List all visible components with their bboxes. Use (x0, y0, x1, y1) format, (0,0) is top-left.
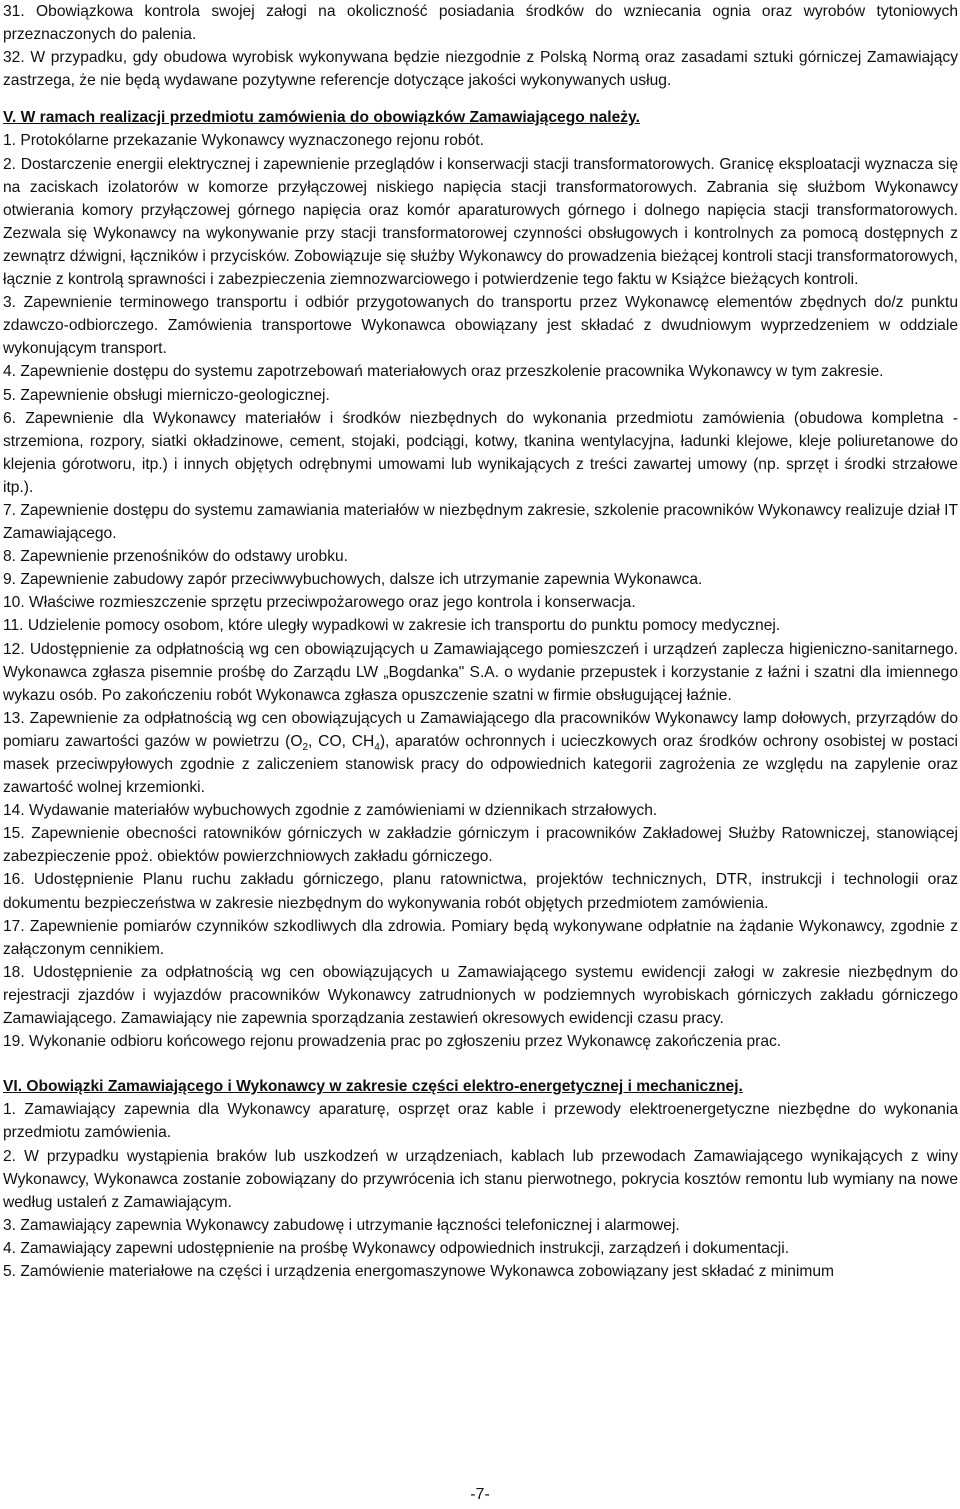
section-v-item-4: 4. Zapewnienie dostępu do systemu zapotrzebowań materiałowych oraz przeszkolenie pracownika Wykonawcy w tym zakresie. (3, 363, 884, 381)
section-v-item-9: 9. Zapewnienie zabudowy zapór przeciwwybuchowych, dalsze ich utrzymanie zapewnia Wykonawca. (3, 571, 703, 589)
paragraph-31: 31. Obowiązkowa kontrola swojej załogi na okoliczność posiadania środków do wzniecania ognia oraz wyrobów tytoniowych przeznaczonych do palenia. (3, 3, 958, 44)
section-v-item-3: 3. Zapewnienie terminowego transportu i odbiór przygotowanych do transportu przez Wykonawcę elementów zbędnych do/z punktu zdawczo-odbiorczego. Zamówienia transportowe Wykonawca obowiązany jest składać z dwudniowym wyprzedzeniem w oddziale wykonującym transport. (3, 294, 958, 358)
section-v-item-7: 7. Zapewnienie dostępu do systemu zamawiania materiałów w niezbędnym zakresie, szkolenie pracowników Wykonawcy realizuje dział IT Zamawiającego. (3, 501, 958, 543)
section-v-item-11: 11. Udzielenie pomocy osobom, które uległy wypadkowi w zakresie ich transportu do punktu pomocy medycznej. (3, 617, 781, 635)
section-v-heading: V. W ramach realizacji przedmiotu zamówienia do obowiązków Zamawiającego należy. (3, 109, 640, 127)
o2-subscript: 2 (302, 742, 309, 754)
section-v-item-13 (3, 707, 958, 799)
section-vi-item-1: 1. Zamawiający zapewnia dla Wykonawcy aparaturę, osprzęt oraz kable i przewody elektroenergetyczne niezbędne do wykonania przedmiotu zamówienia. (3, 1101, 958, 1142)
section-v-item-16: 16. Udostępnienie Planu ruchu zakładu górniczego, planu ratownictwa, projektów technicznych, DTR, instrukcji i technologii oraz dokumentu bezpieczeństwa w zakresie niezbędnym do wykonywania robót objętych przedmiotem zamówienia. (3, 871, 958, 912)
page-number: -7- (470, 1486, 490, 1503)
section-v-item-6: 6. Zapewnienie dla Wykonawcy materiałów i środków niezbędnych do wykonania przedmiotu zamówienia (obudowa kompletna - strzemiona, rozpory, siatki okładzinowe, cement, stojaki, podciągi, kotwy, tkanina wentylacyjna, ładunki klejowe, kleje poliuretanowe do klejenia górotworu, itp.) i innych objętych odrębnymi umowami lub wynikających z treści zawartej umowy (np. sprzęt i środki strzałowe itp.). (3, 409, 958, 496)
section-gap (3, 92, 958, 106)
paragraph-32: 32. W przypadku, gdy obudowa wyrobisk wykonywana będzie niezgodnie z Polską Normą oraz zasadami sztuki górniczej Zamawiający zastrzega, że nie będą wydawane pozytywne referencje dotyczące jakości wykonywanych usług. (3, 49, 958, 90)
section-vi-item-2: 2. W przypadku wystąpienia braków lub uszkodzeń w urządzeniach, kablach lub przewodach Zamawiającego wynikających z winy Wykonawcy, Wykonawca zostanie zobowiązany do przywrócenia ich stanu pierwotnego, pokrycia kosztów remontu lub wymiany na nowe według ustaleń z Zamawiającym. (3, 1147, 958, 1211)
section-gap (3, 1053, 958, 1075)
section-v-item-8: 8. Zapewnienie przenośników do odstawy urobku. (3, 548, 348, 566)
document-page (3, 0, 958, 1283)
section-v-item-1: 1. Protokólarne przekazanie Wykonawcy wyznaczonego rejonu robót. (3, 132, 484, 150)
section-vi-item-4: 4. Zamawiający zapewni udostępnienie na prośbę Wykonawcy odpowiednich instrukcji, zarządzeń i dokumentacji. (3, 1239, 790, 1257)
section-vi-item-3: 3. Zamawiający zapewnia Wykonawcy zabudowę i utrzymanie łączności telefonicznej i alarmowej. (3, 1216, 680, 1234)
section-v-item-2: 2. Dostarczenie energii elektrycznej i zapewnienie przeglądów i konserwacji stacji transformatorowych. Granicę eksploatacji wyznacza się na zaciskach izolatorów w komorze przyłączowej niskiego napięcia stacji transformatorowych. Zabrania się służbom Wykonawcy otwierania komory przyłączowej górnego napięcia oraz komór aparaturowych górnego i dolnego napięcia stacji transformatorowych. Zezwala się Wykonawcy na wykonywanie przy stacji transformatorowej czynności obsługowych i kontrolnych za pomocą dostępnych z zewnątrz dźwigni, łączników i przycisków. Zobowiązuje się służby Wykonawcy do prowadzenia bieżącej kontroli stacji transformatorowych, łącznie z kontrolą sprawności i zabezpieczenia ziemnozwarciowego i potwierdzenie tego faktu w Książce bieżących kontroli. (3, 155, 958, 289)
section-vi-heading: VI. Obowiązki Zamawiającego i Wykonawcy w zakresie części elektro-energetycznej i mechanicznej. (3, 1078, 743, 1096)
section-v-item-18: 18. Udostępnienie za odpłatnością wg cen obowiązujących u Zamawiającego systemu ewidencji załogi w zakresie niezbędnym do rejestracji zjazdów i wyjazdów pracowników Wykonawcy zatrudnionych w podziemnych wyrobiskach górniczych zakładu górniczego Zamawiającego. Zamawiający nie zapewnia sporządzania zestawień okresowych ewidencji czasu pracy. (3, 963, 958, 1028)
section-v-item-17: 17. Zapewnienie pomiarów czynników szkodliwych dla zdrowia. Pomiary będą wykonywane odpłatnie na żądanie Wykonawcy, zgodnie z załączonym cennikiem. (3, 917, 958, 958)
section-vi-item-5: 5. Zamówienie materiałowe na części i urządzenia energomaszynowe Wykonawca zobowiązany jest składać z minimum (3, 1262, 835, 1280)
item-13-text-c: ), aparatów ochronnych i ucieczkowych oraz środków ochrony osobistej w postaci masek przeciwpyłowych zgodnie z zaliczeniem stanowisk pracy do odpowiednich kategorii zagrożenia ze względu na zapylenie oraz zawartość wolnej krzemionki. (3, 732, 958, 797)
ch4-subscript: 4 (374, 742, 380, 754)
section-v-item-14: 14. Wydawanie materiałów wybuchowych zgodnie z zamówieniami w dziennikach strzałowych. (3, 802, 658, 820)
item-13-text-b: , CO, CH (308, 732, 375, 750)
section-v-item-10: 10. Właściwe rozmieszczenie sprzętu przeciwpożarowego oraz jego kontrola i konserwacja. (3, 594, 636, 612)
section-v-item-15: 15. Zapewnienie obecności ratowników górniczych w zakładzie górniczym i pracowników Zakładowej Służby Ratowniczej, stanowiącej zabezpieczenie ppoż. obiektów powierzchniowych zakładu górniczego. (3, 825, 958, 866)
section-v-item-12: 12. Udostępnienie za odpłatnością wg cen obowiązujących u Zamawiającego pomieszczeń i urządzeń zaplecza higieniczno-sanitarnego. Wykonawca zgłasza pisemnie prośbę do Zarządu LW „Bogdanka" S.A. o wydanie przepustek i korzystanie z łaźni i szatni dla imiennego wykazu osób. Po zakończeniu robót Wykonawca zgłasza opuszczenie szatni w firmie obsługującej łaźnie. (3, 640, 958, 704)
item-13-text-a: 13. Zapewnienie za odpłatnością wg cen obowiązujących u Zamawiającego dla pracowników Wykonawcy lamp dołowych, przyrządów do pomiaru zawartości gazów w powietrzu (O (3, 709, 958, 750)
section-v-item-5: 5. Zapewnienie obsługi mierniczo-geologicznej. (3, 386, 330, 404)
section-v-item-19: 19. Wykonanie odbioru końcowego rejonu prowadzenia prac po zgłoszeniu przez Wykonawcę zakończenia prac. (3, 1033, 782, 1051)
